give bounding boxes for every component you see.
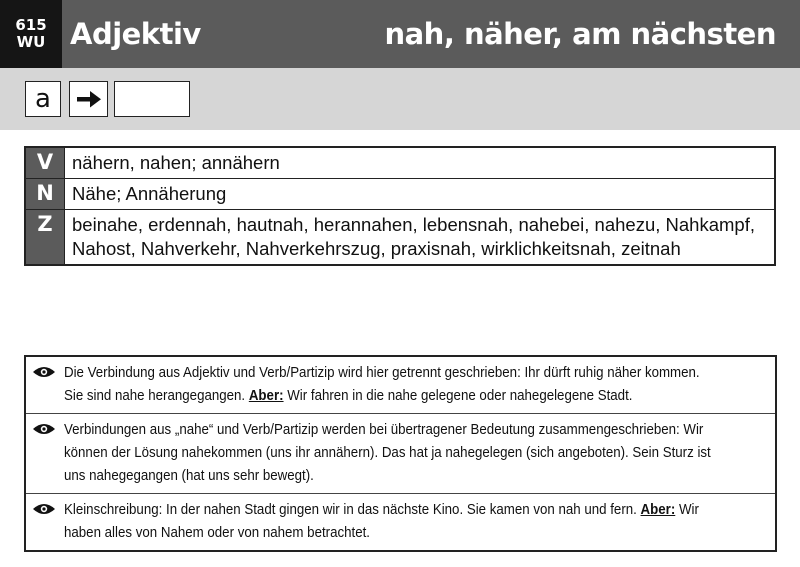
letter-box xyxy=(25,81,61,117)
row-text: Nähe; Annäherung xyxy=(72,183,227,204)
row-key: Z xyxy=(26,210,65,264)
card-number: 615 xyxy=(15,16,47,34)
empty-box xyxy=(114,81,190,117)
note-text: Die Verbindung aus Adjektiv und Verb/Partizip wird hier getrennt geschrieben: Ihr dürft ruhig näher kommen. Sie sind nahe herangegangen. Aber: Wir fahren in die nahe gelegene oder nahegelegene Stadt. xyxy=(64,365,700,404)
schema-letter: a xyxy=(35,84,51,114)
note-item xyxy=(26,357,775,414)
word-family-row-verb xyxy=(26,148,774,179)
note-text: Kleinschreibung: In der nahen Stadt gingen wir in das nächste Kino. Sie kamen von nah und fern. Aber: Wir haben alles von Nahem oder von nahem betrachtet. xyxy=(64,502,699,541)
word-family-row-compounds xyxy=(26,210,774,264)
card-letters: WU xyxy=(16,33,46,51)
comparison-forms: nah, näher, am nächsten xyxy=(384,17,776,51)
notes-box xyxy=(24,355,777,552)
word-family-table xyxy=(24,146,776,266)
note-item xyxy=(26,494,775,550)
row-text: nähern, nahen; annähern xyxy=(72,152,280,173)
aber-label: Aber: xyxy=(248,388,284,404)
header-bar xyxy=(0,0,800,68)
row-text: beinahe, erdennah, hautnah, herannahen, lebensnah, nahebei, nahezu, Nahkampf, Nahost, Nahverkehr, Nahverkehrszug, praxisnah, wirklichkeitsnah, zeitnah xyxy=(72,214,755,259)
word-family-row-noun xyxy=(26,179,774,210)
arrow-box xyxy=(69,81,108,117)
card-code-badge xyxy=(0,0,62,68)
page-title: Adjektiv xyxy=(70,17,201,51)
note-item xyxy=(26,414,775,494)
aber-label: Aber: xyxy=(640,502,676,518)
eye-icon xyxy=(32,422,56,436)
note-text: Verbindungen aus „nahe“ und Verb/Partizip werden bei übertragener Bedeutung zusammengeschrieben: Wir können der Lösung nahekommen (uns ihr annähern). Das hat ja nahegelegen (sich angeboten). Sein Sturz ist uns nahegegangen (hat uns sehr bewegt). xyxy=(64,422,711,484)
row-key: V xyxy=(26,148,65,178)
row-key: N xyxy=(26,179,65,209)
eye-icon xyxy=(32,502,56,516)
right-arrow-icon xyxy=(76,90,102,108)
eye-icon xyxy=(32,365,56,379)
